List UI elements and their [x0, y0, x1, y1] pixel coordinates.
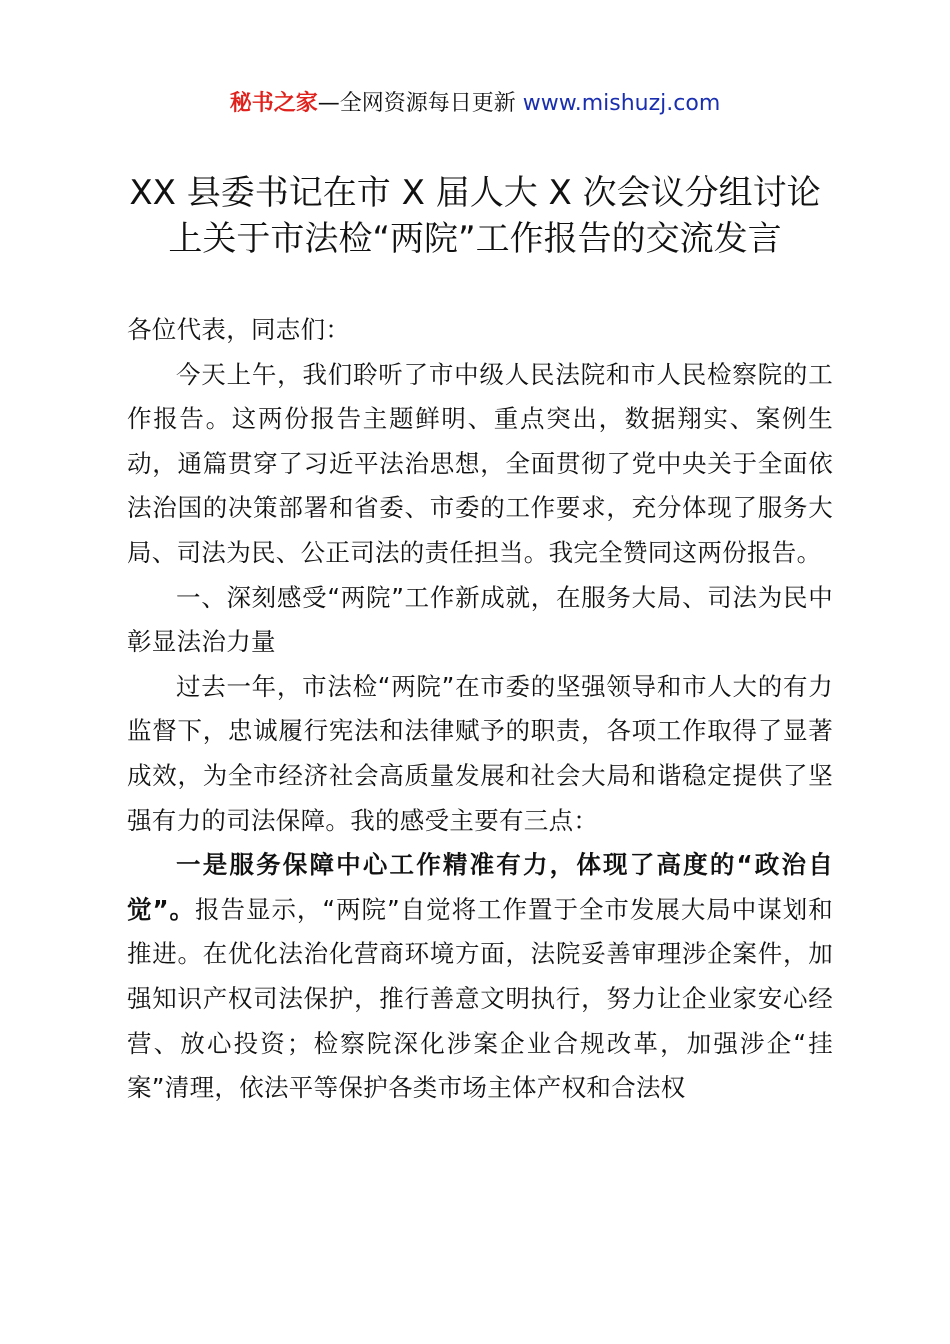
point-1-text: 报告显示，“两院”自觉将工作置于全市发展大局中谋划和推进。在优化法治化营商环境方面，法院妥善审理涉企案件，加强知识产权司法保护，推行善意文明执行，努力让企业家安心经营、放心投资；检察院深化涉案企业合规改革，加强涉企“挂案”清理，依法平等保护各类市场主体产权和合法权 — [127, 894, 833, 1103]
paragraph-point-1 — [127, 843, 833, 1111]
salutation: 各位代表，同志们： — [127, 315, 351, 344]
site-url-link[interactable]: www.mishuzj.com — [522, 91, 721, 116]
header-slogan: —全网资源每日更新 — [317, 91, 523, 116]
paragraph-achievements: 过去一年，市法检“两院”在市委的坚强领导和市人大的有力监督下，忠诚履行宪法和法律赋予的职责，各项工作取得了显著成效，为全市经济社会高质量发展和社会大局和谐稳定提供了坚强有力的司法保障。我的感受主要有三点： — [127, 671, 833, 835]
site-header — [0, 88, 950, 120]
title-line-1: XX 县委书记在市 X 届人大 X 次会议分组讨论 — [129, 173, 821, 213]
brand-name: 秘书之家 — [229, 91, 318, 116]
point-1-lead: 一是服务保障中心工作精准有力，体现了高度的“政治自觉”。 — [127, 850, 833, 924]
paragraph-opening: 今天上午，我们聆听了市中级人民法院和市人民检察院的工作报告。这两份报告主题鲜明、重点突出，数据翔实、案例生动，通篇贯穿了习近平法治思想，全面贯彻了党中央关于全面依法治国的决策部署和省委、市委的工作要求，充分体现了服务大局、司法为民、公正司法的责任担当。我完全赞同这两份报告。 — [127, 359, 833, 567]
document-title — [0, 170, 950, 262]
document-body — [127, 308, 833, 1111]
title-line-2: 上关于市法检“两院”工作报告的交流发言 — [168, 219, 782, 259]
section-heading-1: 一、深刻感受“两院”工作新成就，在服务大局、司法为民中彰显法治力量 — [127, 582, 833, 657]
